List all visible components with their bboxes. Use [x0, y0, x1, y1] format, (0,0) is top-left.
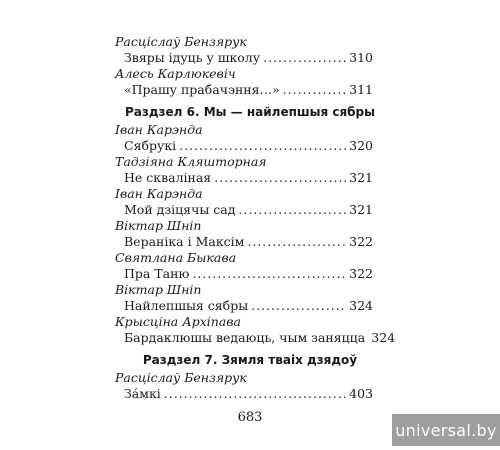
author-name: Іван Карэнда — [115, 186, 203, 201]
toc-entry — [124, 82, 373, 98]
dot-leader — [238, 202, 346, 218]
author-name: Расціслаў Бензярук — [115, 370, 247, 385]
author-name: Расціслаў Бензярук — [115, 34, 247, 49]
entry-page-number: 403 — [349, 386, 373, 401]
section-heading: Раздзел 7. Зямля тваіх дзядоў — [142, 353, 358, 367]
entry-title: Вераніка і Максім — [124, 234, 245, 249]
author-name: Святлана Быкава — [115, 250, 237, 265]
entry-title: Найлепшыя сябры — [124, 298, 249, 313]
entry-title: «Прашу прабачэння…» — [124, 82, 280, 97]
toc-entry — [124, 138, 373, 154]
author-name: Алесь Карлюкевіч — [115, 66, 236, 81]
entry-page-number: 321 — [349, 202, 373, 217]
author-name: Тадзіяна Кляшторная — [115, 154, 267, 169]
author-name: Іван Карэнда — [115, 122, 203, 137]
toc-entry — [124, 386, 373, 402]
toc-entry — [124, 330, 396, 346]
entry-page-number: 320 — [349, 138, 373, 153]
author-name: Віктар Шніп — [115, 282, 202, 297]
toc-entry — [124, 298, 373, 314]
watermark-text: universal.by — [395, 420, 497, 440]
entry-page-number: 311 — [349, 82, 373, 97]
entry-page-number: 321 — [349, 170, 373, 185]
entry-page-number: 310 — [349, 50, 373, 65]
author-name: Крысціна Архіпава — [115, 314, 241, 329]
entry-page-number: 324 — [349, 298, 373, 313]
entry-title: Пра Таню — [124, 266, 190, 281]
dot-leader — [263, 50, 346, 66]
watermark — [392, 414, 500, 446]
dot-leader — [251, 298, 346, 314]
entry-page-number: 322 — [349, 266, 373, 281]
entry-title: Бардаклюшы ведаюць, чым заняцца — [124, 330, 366, 345]
author-name: Віктар Шніп — [115, 218, 202, 233]
toc-entry — [124, 50, 373, 66]
dot-leader — [179, 138, 346, 154]
toc-entry — [124, 202, 373, 218]
entry-title: Мой дзіцячы сад — [124, 202, 236, 217]
dot-leader — [164, 386, 346, 402]
entry-title: Не скваліная — [124, 170, 212, 185]
section-heading: Раздзел 6. Мы — найлепшыя сябры — [124, 105, 375, 119]
dot-leader — [283, 82, 346, 98]
dot-leader — [247, 234, 346, 250]
dot-leader — [192, 266, 346, 282]
entry-page-number: 322 — [349, 234, 373, 249]
dot-leader — [214, 170, 346, 186]
entry-title: Сябрукі — [124, 138, 177, 153]
entry-title: Звяры ідуць у школу — [124, 50, 261, 65]
toc-entry — [124, 234, 373, 250]
entry-title: За́мкі — [124, 386, 161, 401]
toc-entry — [124, 266, 373, 282]
page-number: 683 — [237, 410, 263, 425]
toc-entry — [124, 170, 373, 186]
entry-page-number: 324 — [371, 330, 396, 345]
